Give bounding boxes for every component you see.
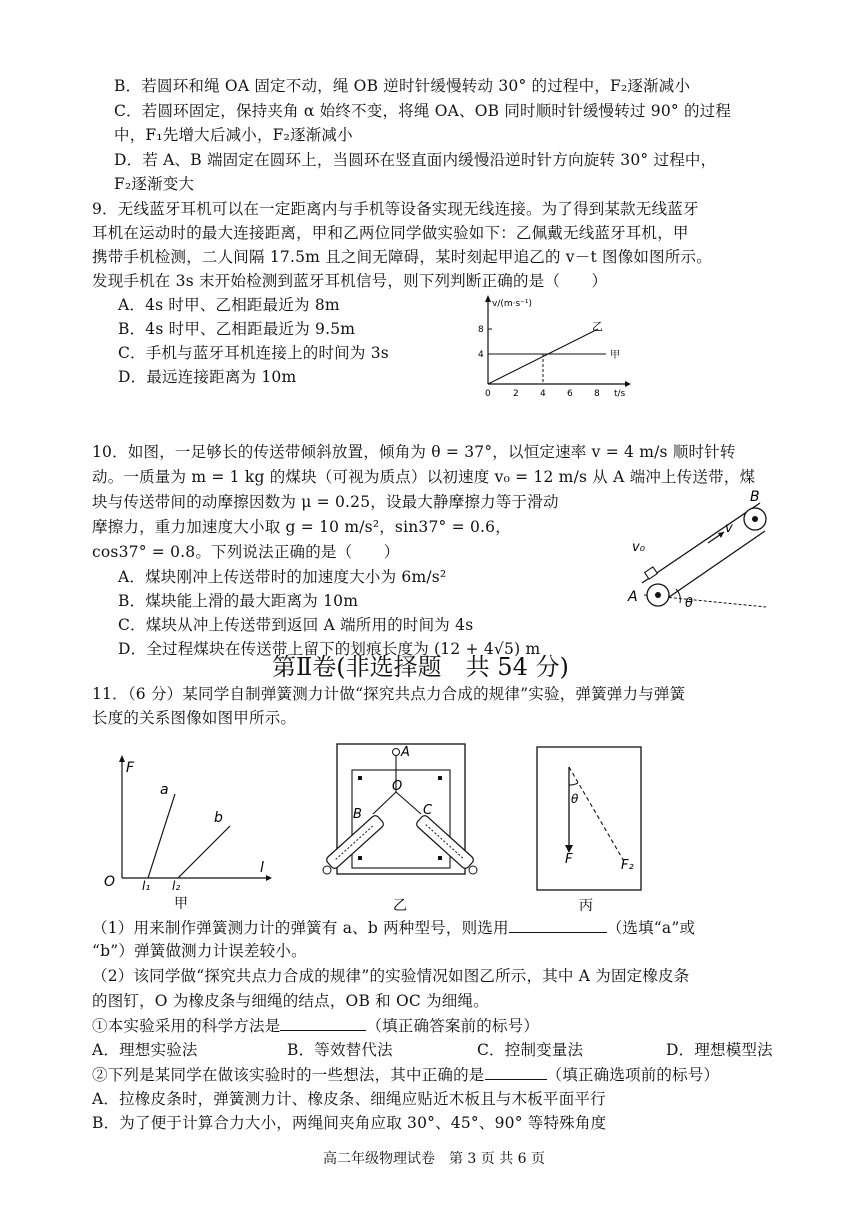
q9-option-a: A．4s 时甲、乙相距最近为 8m — [118, 296, 340, 314]
yi-label-o: O — [392, 779, 403, 794]
q11-sub2-text-b: （填正确选项前的标号） — [546, 1066, 720, 1084]
q10-stem-line2: 动。一质量为 m = 1 kg 的煤块（可视为质点）以初速度 v₀ = 12 m/s 从 A 端冲上传送带，煤 — [92, 468, 756, 486]
jia-label-l2: l₂ — [172, 879, 181, 893]
q11-sub2-line — [92, 1063, 719, 1086]
q9-xtick-8: 8 — [594, 389, 600, 399]
q9-xtick-6: 6 — [567, 389, 573, 399]
bing-label-f: F — [565, 852, 573, 867]
q9-label-jia: 甲 — [610, 350, 620, 361]
q9-label-yi: 乙 — [592, 320, 603, 333]
q11-figure-jia — [100, 752, 280, 912]
q11-sub2-option-a: A．拉橡皮条时，弹簧测力计、橡皮条、细绳应贴近木板且与木板平面平行 — [92, 1090, 606, 1108]
yi-label-b: B — [353, 807, 362, 822]
yi-label-c: C — [423, 803, 433, 818]
q11-part1-line1 — [92, 916, 695, 939]
jia-label-b: b — [214, 810, 223, 826]
spring-line-a — [148, 794, 175, 878]
q11-part2-line1: （2）该同学做“探究共点力合成的规律”的实验情况如图乙所示，其中 A 为固定橡皮条 — [92, 967, 690, 985]
jia-label-o: O — [104, 874, 116, 890]
q9-xtick-4: 4 — [540, 389, 546, 399]
q11-part2-line2: 的图钉，O 为橡皮条与细绳的结点，OB 和 OC 为细绳。 — [92, 992, 489, 1010]
section-title: 第Ⅱ卷(非选择题 共 54 分) — [272, 653, 569, 681]
q10-option-d: D．全过程煤块在传送带上留下的划痕长度为 (12 + 4√5) m — [118, 640, 541, 658]
q11-part1-answer-blank[interactable] — [509, 916, 607, 933]
q11-figure-yi — [305, 742, 495, 914]
q11-sub1-answer-blank[interactable] — [280, 1014, 366, 1031]
q9-xtick-2: 2 — [513, 389, 519, 399]
q8-option-c-line1: C．若圆环固定，保持夹角 α 始终不变，将绳 OA、OB 同时顺时针缓慢转过 90° 的过程 — [114, 102, 732, 120]
q10-label-v: v — [725, 521, 733, 536]
q11-sub2-option-b: B．为了便于计算合力大小，两绳间夹角应取 30°、45°、90° 等特殊角度 — [92, 1114, 607, 1132]
q11-sub2-text-a: ②下列是某同学在做该实验时的一些想法，其中正确的是 — [92, 1066, 485, 1084]
q10-option-a: A．煤块刚冲上传送带时的加速度大小为 6m/s² — [118, 568, 447, 586]
q9-ylabel: v/(m·s⁻¹) — [492, 299, 533, 309]
q11-sub2-answer-blank[interactable] — [485, 1063, 547, 1080]
q10-label-b: B — [750, 489, 760, 505]
q11-sub1-text-a: ①本实验采用的科学方法是 — [92, 1017, 281, 1035]
q11-sub1-option-d: D．理想模型法 — [666, 1041, 773, 1059]
bing-caption: 丙 — [579, 898, 593, 914]
q11-part1-line2: “b”）弹簧做测力计误差较小。 — [92, 942, 307, 960]
q9-ytick-4: 4 — [478, 350, 484, 360]
q9-stem-line1: 9．无线蓝牙耳机可以在一定距离内与手机等设备实现无线连接。为了得到某款无线蓝牙 — [92, 200, 699, 218]
q9-xlabel: t/s — [614, 389, 626, 399]
q11-sub1-option-b: B．等效替代法 — [287, 1041, 393, 1059]
bing-label-theta: θ — [571, 792, 579, 806]
jia-label-f: F — [126, 760, 135, 776]
q9-stem-line3: 携带手机检测，二人间隔 17.5m 且之间无障碍，某时刻起甲追乙的 v－t 图像如图所示。 — [92, 248, 712, 266]
q11-stem-line1: 11．（6 分）某同学自制弹簧测力计做“探究共点力合成的规律”实验，弹簧弹力与弹簧 — [92, 685, 686, 703]
jia-label-l: l — [260, 860, 264, 876]
q11-sub1-text-b: （填正确答案前的标号） — [366, 1017, 540, 1035]
q8-option-b: B．若圆环和绳 OA 固定不动，绳 OB 逆时针缓慢转动 30° 的过程中，F₂逐渐减小 — [114, 77, 691, 95]
q10-stem-line5: cos37° = 0.8。下列说法正确的是（ ） — [92, 543, 400, 561]
q10-label-theta: θ — [685, 596, 693, 611]
q8-option-d-line1: D．若 A、B 端固定在圆环上，当圆环在竖直面内缓慢沿逆时针方向旋转 30° 过程中， — [114, 151, 717, 169]
q11-part1-text-b: （选填“a”或 — [606, 919, 696, 937]
q8-option-d-line2: F₂逐渐变大 — [114, 175, 195, 193]
q10-option-b: B．煤块能上滑的最大距离为 10m — [118, 592, 359, 610]
q10-stem-line1: 10．如图，一足够长的传送带倾斜放置，倾角为 θ = 37°，以恒定速率 v = 4 m/s 顺时针转 — [92, 443, 736, 461]
jia-label-a: a — [160, 782, 169, 798]
q11-stem-line2: 长度的关系图像如图甲所示。 — [92, 709, 297, 727]
q10-stem-line4: 摩擦力，重力加速度大小取 g = 10 m/s²，sin37° = 0.6， — [92, 518, 511, 536]
q9-option-c: C．手机与蓝牙耳机连接上的时间为 3s — [118, 344, 389, 362]
q9-vt-graph — [470, 292, 640, 402]
q11-sub1-line — [92, 1014, 539, 1037]
bing-label-f2: F₂ — [621, 858, 634, 873]
q9-stem-line2: 耳机在运动时的最大连接距离，甲和乙两位同学做实验如下：乙佩戴无线蓝牙耳机，甲 — [92, 224, 689, 242]
q11-sub1-option-a: A．理想实验法 — [92, 1041, 198, 1059]
jia-label-l1: l₁ — [142, 879, 151, 893]
q11-figure-bing — [535, 745, 645, 915]
q10-label-v0: v₀ — [632, 540, 645, 555]
q9-option-d: D．最远连接距离为 10m — [118, 368, 297, 386]
q10-stem-line3: 块与传送带间的动摩擦因数为 μ = 0.25，设最大静摩擦力等于滑动 — [92, 493, 559, 511]
q11-part1-text-a: （1）用来制作弹簧测力计的弹簧有 a、b 两种型号，则选用 — [92, 919, 509, 937]
q9-xtick-0: 0 — [485, 389, 491, 399]
yi-caption: 乙 — [393, 898, 407, 914]
q9-stem-line4: 发现手机在 3s 末开始检测到蓝牙耳机信号，则下列判断正确的是（ ） — [92, 272, 608, 290]
q11-sub1-option-c: C．控制变量法 — [477, 1041, 584, 1059]
q9-ytick-8: 8 — [478, 325, 484, 335]
q8-option-c-line2: 中，F₁先增大后减小，F₂逐渐减小 — [114, 126, 353, 144]
yi-label-a: A — [401, 745, 410, 760]
page-footer: 高二年级物理试卷 第 3 页 共 6 页 — [322, 1151, 546, 1167]
q10-conveyor-figure — [620, 485, 770, 620]
q10-option-c: C．煤块从冲上传送带到返回 A 端所用的时间为 4s — [118, 616, 474, 634]
spring-line-b — [178, 826, 230, 878]
jia-caption: 甲 — [174, 896, 188, 912]
q10-label-a: A — [628, 589, 638, 605]
q9-option-b: B．4s 时甲、乙相距最近为 9.5m — [118, 320, 356, 338]
